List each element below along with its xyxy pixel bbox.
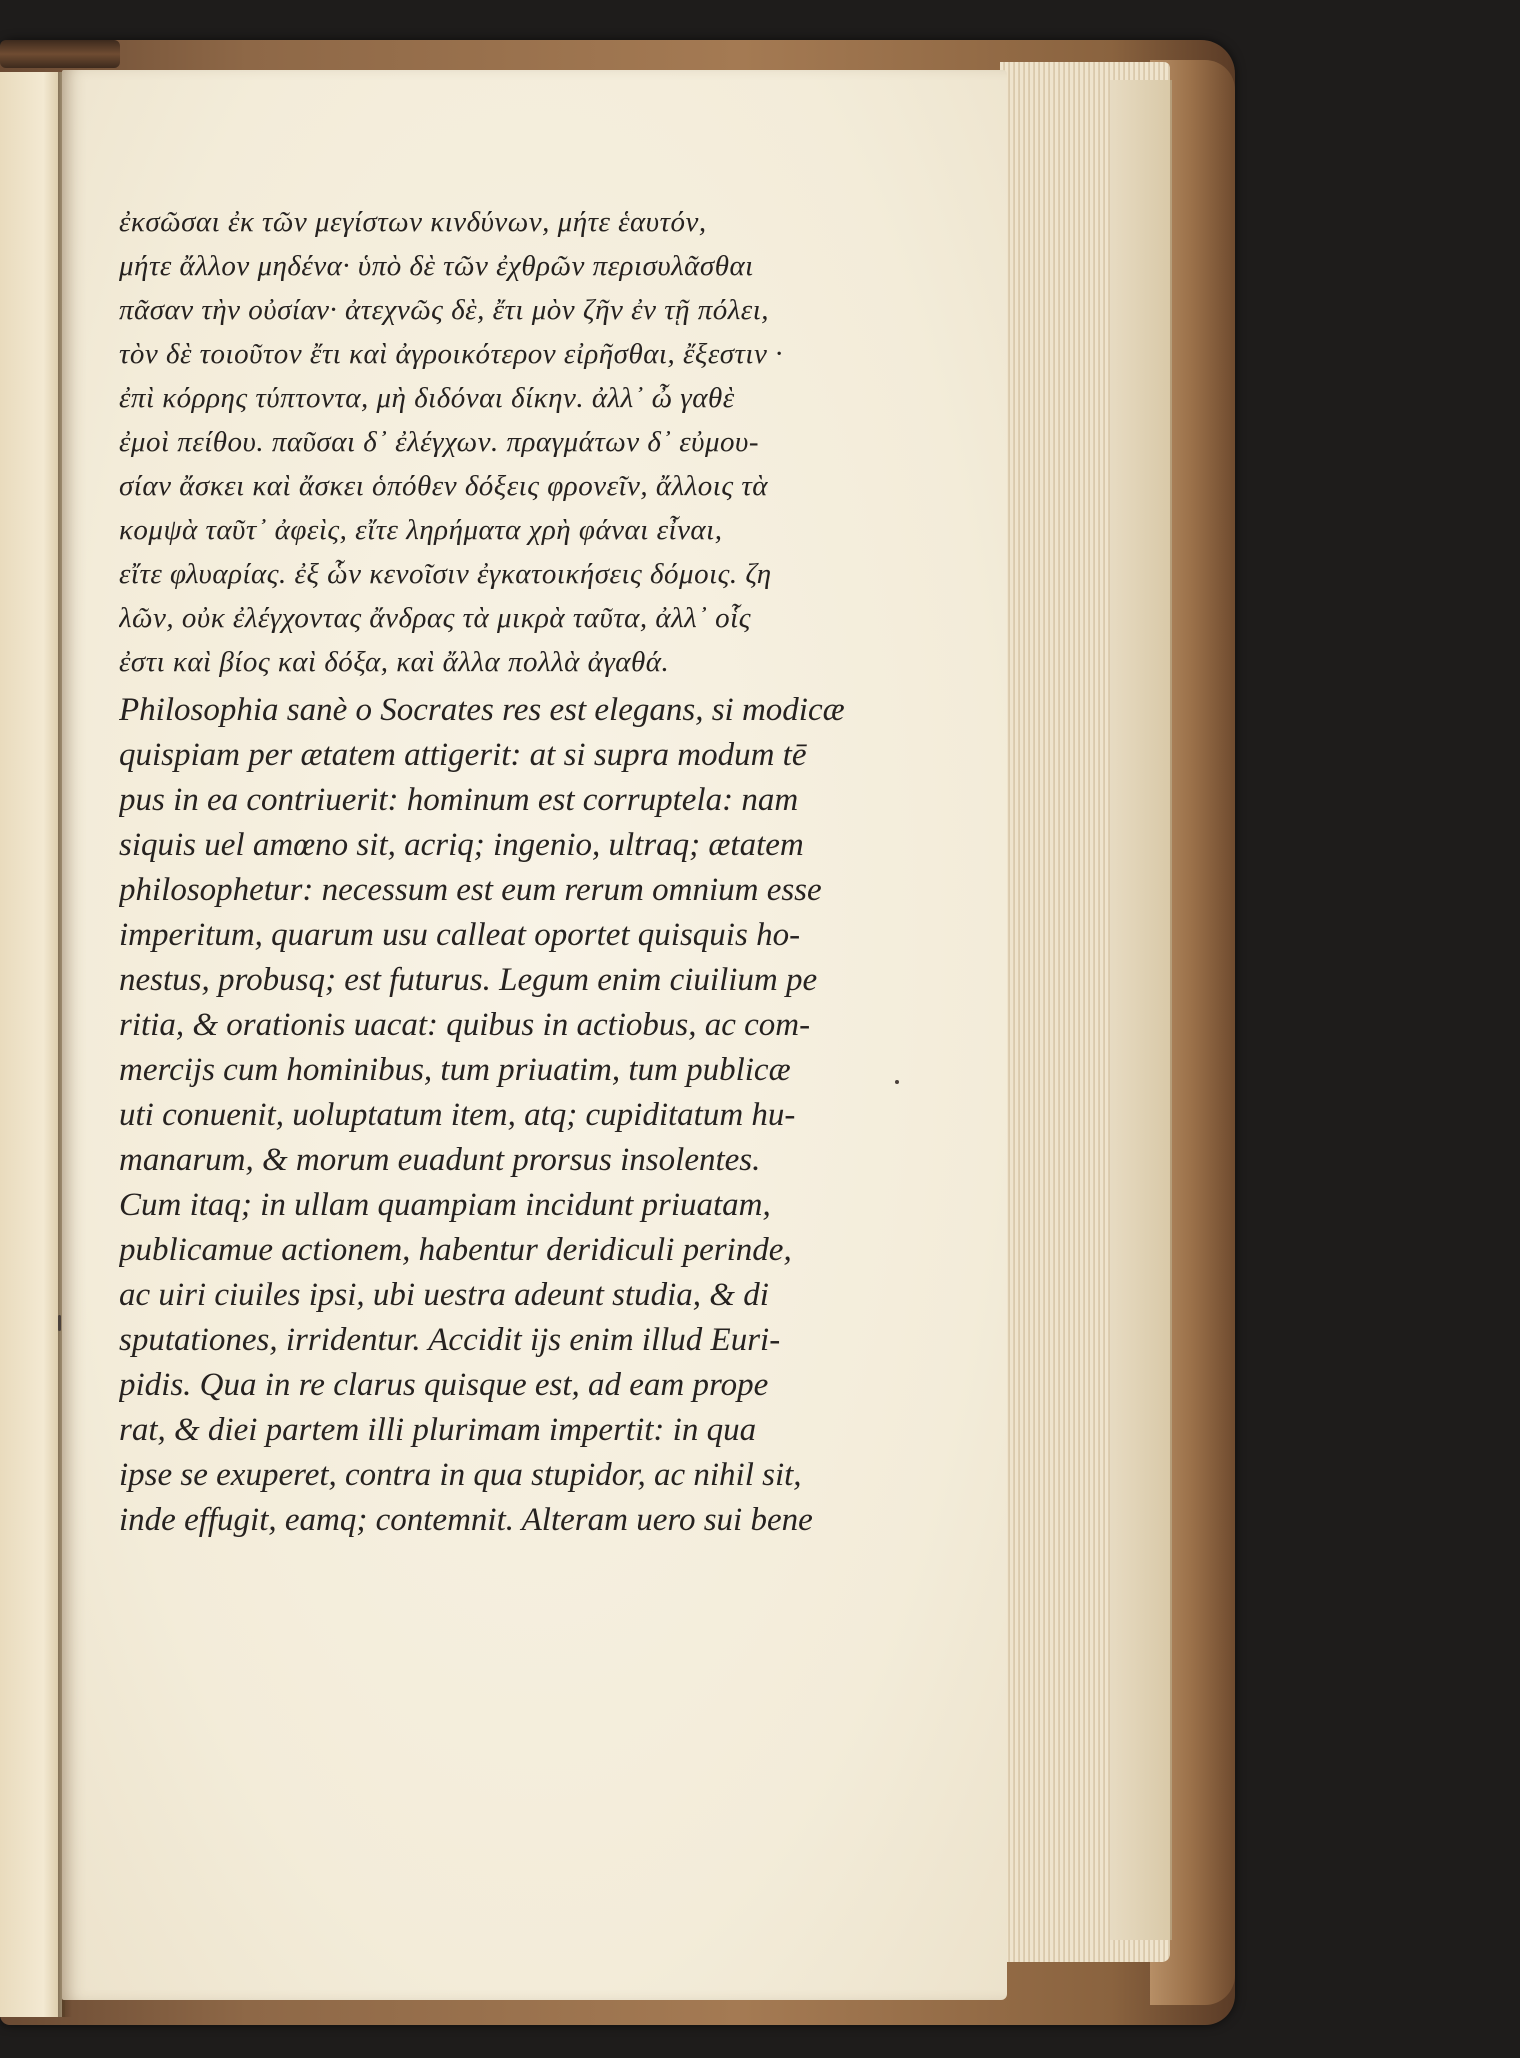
latin-text-line: imperitum, quarum usu calleat oportet quisquis ho- <box>119 917 801 953</box>
latin-text-line: siquis uel amœno sit, acriq; ingenio, ultraq; ætatem <box>119 827 804 863</box>
greek-text-line: εἴτε φλυαρίας. ἐξ ὧν κενοῖσιν ἐγκατοικήσεις δόμοις. ζη <box>119 558 772 590</box>
greek-text-line: πᾶσαν τὴν οὐσίαν· ἀτεχνῶς δὲ, ἔτι μὸν ζῆν ἐν τῇ πόλει, <box>119 294 770 326</box>
latin-text-line: sputationes, irridentur. Accidit ijs enim illud Euri- <box>119 1322 781 1358</box>
latin-text-line: pus in ea contriuerit: hominum est corruptela: nam <box>119 782 799 818</box>
binding-headband <box>0 40 120 68</box>
greek-text-line: τὸν δὲ τοιοῦτον ἔτι καὶ ἀγροικότερον εἰρῆσθαι, ἔξεστιν · <box>119 338 783 370</box>
latin-text-line: inde effugit, eamq; contemnit. Alteram uero sui bene <box>119 1502 813 1538</box>
greek-text-line: μήτε ἄλλον μηδένα· ὑπὸ δὲ τῶν ἐχθρῶν περισυλᾶσθαι <box>119 250 754 282</box>
latin-text-line: ipse se exuperet, contra in qua stupidor, ac nihil sit, <box>119 1457 802 1493</box>
latin-text-line: nestus, probusq; est futurus. Legum enim ciuilium pe <box>119 962 818 998</box>
greek-text-line: σίαν ἄσκει καὶ ἄσκει ὁπόθεν δόξεις φρονεῖν, ἄλλοις τὰ <box>119 470 768 502</box>
latin-text-line: Cum itaq; in ullam quampiam incidunt priuatam, <box>119 1187 771 1223</box>
page-text-block <box>119 200 929 1543</box>
greek-text-line: κομψὰ ταῦτ᾽ ἀφεὶς, εἴτε ληρήματα χρὴ φάναι εἶναι, <box>119 514 723 546</box>
latin-text-line: uti conuenit, uoluptatum item, atq; cupiditatum hu- <box>119 1097 796 1133</box>
latin-passage <box>119 688 929 1543</box>
latin-text-line: philosophetur: necessum est eum rerum omnium esse <box>119 872 822 908</box>
latin-text-line: pidis. Qua in re clarus quisque est, ad eam prope <box>119 1367 769 1403</box>
latin-text-line: ac uiri ciuiles ipsi, ubi uestra adeunt studia, & di <box>119 1277 769 1313</box>
latin-text-line: Philosophia sanè o Socrates res est elegans, si modicæ <box>119 692 845 728</box>
greek-text-line: ἐστι καὶ βίος καὶ δόξα, καὶ ἄλλα πολλὰ ἀγαθά. <box>119 646 670 678</box>
latin-text-line: ritia, & orationis uacat: quibus in actiobus, ac com- <box>119 1007 811 1043</box>
margin-ink-stroke <box>58 1315 61 1331</box>
latin-text-line: rat, & diei partem illi plurimam impertit: in qua <box>119 1412 757 1448</box>
greek-passage <box>119 200 929 684</box>
margin-ink-dot <box>895 1080 899 1084</box>
latin-text-line: quispiam per ætatem attigerit: at si supra modum tē <box>119 737 807 773</box>
latin-text-line: manarum, & morum euadunt prorsus insolentes. <box>119 1142 761 1178</box>
latin-text-line: publicamue actionem, habentur deridiculi perinde, <box>119 1232 792 1268</box>
latin-text-line: mercijs cum hominibus, tum priuatim, tum publicæ <box>119 1052 791 1088</box>
verso-page-sliver <box>0 72 65 2017</box>
recto-page <box>62 70 1007 2000</box>
greek-text-line: ἐμοὶ πείθου. παῦσαι δ᾽ ἐλέγχων. πραγμάτων δ᾽ εὐμου- <box>119 426 759 458</box>
greek-text-line: ἐκσῶσαι ἐκ τῶν μεγίστων κινδύνων, μήτε ἑαυτόν, <box>119 206 707 238</box>
greek-text-line: λῶν, οὐκ ἐλέγχοντας ἄνδρας τὰ μικρὰ ταῦτα, ἀλλ᾽ οἷς <box>119 602 751 634</box>
outer-leaf-edge <box>1110 80 1172 1940</box>
greek-text-line: ἐπὶ κόρρης τύπτοντα, μὴ διδόναι δίκην. ἀλλ᾽ ὦ γαθὲ <box>119 382 735 414</box>
